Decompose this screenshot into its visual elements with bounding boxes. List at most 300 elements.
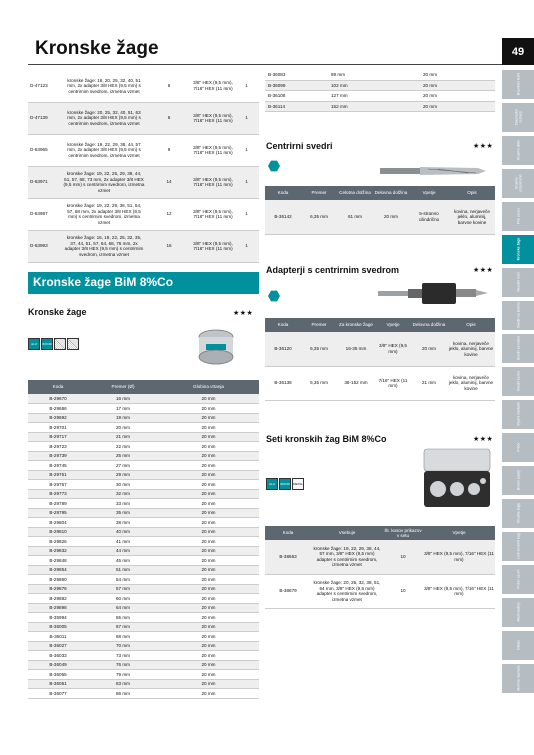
sidebar-tab[interactable]: [502, 103, 534, 132]
table-cell: B-29810: [28, 527, 88, 537]
table-row: [28, 423, 259, 433]
table-cell: B-29848: [28, 556, 88, 566]
cell-code: B-36114: [265, 101, 331, 112]
column-header: Celotna dolžina: [337, 186, 373, 200]
table-row: [28, 470, 259, 480]
table-cell: 70 mm: [88, 641, 158, 651]
table-cell: 20 mm: [158, 432, 259, 442]
no-concrete-icon: [67, 338, 79, 350]
table-cell: 21 mm: [411, 366, 447, 400]
cell-code: D-63971: [28, 166, 62, 198]
header-rule: [28, 64, 502, 65]
table-cell: 51 mm: [88, 565, 158, 575]
table-cell: 38-152 mm: [337, 366, 375, 400]
bim-rating: ★★★: [233, 310, 254, 317]
set-table-top-left: [28, 70, 259, 263]
column-header: Koda: [265, 186, 301, 200]
table-cell: 83 mm: [88, 679, 158, 689]
table-cell: 6,35 mm: [301, 366, 337, 400]
sidebar-tab-label: Akumulatorji: [515, 602, 520, 623]
table-row: [28, 565, 259, 575]
sidebar-tab-label: Diamantni rezkarji: [513, 109, 522, 126]
sidebar-tab-label: Pribor: [515, 442, 520, 453]
cell-qty: 1: [234, 166, 259, 198]
table-cell: B-36120: [265, 332, 301, 366]
sidebar-tab[interactable]: [502, 136, 534, 165]
table-row: [28, 651, 259, 661]
sidebar-tab-label: Rezalni noži: [515, 272, 520, 293]
table-row: [28, 527, 259, 537]
column-header: Premer: [301, 186, 337, 200]
table-cell: 20 mm: [88, 423, 158, 433]
table-cell: 33 mm: [88, 499, 158, 509]
table-row: [28, 518, 259, 528]
table-cell: 21 mm: [88, 432, 158, 442]
sidebar-tab-label: Brusilniki kotni: [515, 73, 520, 96]
table-cell: 20 mm: [158, 423, 259, 433]
table-cell: B-36142: [265, 200, 301, 234]
table-cell: B-29723: [28, 442, 88, 452]
cell-count: 6: [146, 70, 192, 102]
table-cell: kovina, nerjaveče jeklo, aluminij, barvne kovine: [447, 366, 495, 400]
sidebar-tab[interactable]: [502, 664, 534, 693]
bim-holesaw-table: [28, 380, 259, 699]
page-title: Kronske žage: [35, 38, 159, 59]
table-cell: kronske žage: 20, 25, 32, 38, 51, 64 mm, 3/8" HEX (9,5 mm) adapter s centrirnim svedrom, izmetna vzmet: [311, 574, 383, 608]
cell-diameter: 127 mm: [331, 91, 423, 102]
seti-rating: ★★★: [473, 436, 494, 443]
table-cell: B-29717: [28, 432, 88, 442]
sidebar-tab[interactable]: [502, 433, 534, 462]
table-cell: B-29832: [28, 546, 88, 556]
cell-qty: 1: [234, 134, 259, 166]
column-header: Premer: [301, 318, 337, 332]
column-header: Za kronske žage: [337, 318, 375, 332]
table-header-row: [265, 186, 495, 200]
table-cell: 40 mm: [88, 527, 158, 537]
table-cell: B-29804: [28, 518, 88, 528]
column-header: Koda: [265, 318, 301, 332]
table-row: [265, 540, 495, 574]
table-row: [28, 102, 259, 134]
table-cell: B-29860: [28, 575, 88, 585]
table-row: [265, 80, 495, 91]
table-cell: 20 mm: [158, 679, 259, 689]
column-header: Delovna dolžina: [411, 318, 447, 332]
table-cell: 68 mm: [88, 632, 158, 642]
category-sidebar: [502, 70, 534, 697]
sidebar-tab[interactable]: [502, 631, 534, 660]
seti-heading: Seti kronskih žag BiM 8%Co: [266, 434, 387, 444]
column-header: Opis: [449, 186, 495, 200]
table-cell: 20 mm: [158, 404, 259, 414]
table-cell: 41 mm: [88, 537, 158, 547]
table-cell: 20 mm: [158, 442, 259, 452]
table-cell: 86 mm: [88, 689, 158, 699]
table-cell: 3/8" HEX (9,5 mm): [375, 332, 411, 366]
sidebar-tab[interactable]: [502, 400, 534, 429]
table-row: [265, 91, 495, 102]
table-cell: B-29686: [28, 404, 88, 414]
table-row: [28, 198, 259, 230]
table-cell: B-36011: [28, 632, 88, 642]
table-row: [28, 594, 259, 604]
centrirni-heading: Centrirni svedri: [266, 141, 333, 151]
table-row: [28, 394, 259, 404]
table-cell: B-36027: [28, 641, 88, 651]
cell-code: D-63965: [28, 134, 62, 166]
table-row: [28, 508, 259, 518]
table-row: [28, 556, 259, 566]
cell-code: B-36099: [265, 80, 331, 91]
table-cell: 32 mm: [88, 489, 158, 499]
sidebar-tab-label: Brusni papirji: [515, 470, 520, 491]
table-cell: 73 mm: [88, 651, 158, 661]
table-row: [28, 670, 259, 680]
table-row: [28, 622, 259, 632]
sidebar-tab-label: Vbodne žage: [515, 503, 520, 524]
table-cell: 20 mm: [158, 394, 259, 404]
cell-depth: 20 mm: [423, 70, 495, 80]
cell-qty: 1: [234, 198, 259, 230]
table-cell: B-29751: [28, 470, 88, 480]
table-row: [28, 546, 259, 556]
no-stone-icon: [54, 338, 66, 350]
table-cell: B-29701: [28, 423, 88, 433]
cell-desc: kronske žage: 19, 22, 29, 38, 44, 57 mm, 2x adapter 3/8 HEX (9,5 mm) s centrirnim svedrom, izmetna vzmet: [62, 134, 146, 166]
adapter-image: [376, 278, 490, 308]
cell-desc: kronske žage: 20, 25, 32, 40, 51, 63 mm, 2x adapter 3/8 HEX (9,5 mm) s centrirnim svedrom, izmetna vzmet: [62, 102, 146, 134]
table-cell: B-29692: [28, 413, 88, 423]
hex-shank-icon: [268, 160, 280, 172]
size-table-top-right: [265, 70, 495, 112]
table-cell: 20 mm: [158, 546, 259, 556]
table-cell: 27 mm: [88, 461, 158, 471]
table-cell: 6,35 mm: [301, 332, 337, 366]
sidebar-tab[interactable]: [502, 565, 534, 594]
table-cell: 10: [383, 540, 423, 574]
table-cell: kovina, nerjaveče jeklo, aluminij, barvne kovine: [447, 332, 495, 366]
table-row: [28, 432, 259, 442]
sidebar-tab[interactable]: [502, 598, 534, 627]
table-cell: 6,35 mm: [301, 200, 337, 234]
column-header: Premer (Ø): [88, 380, 158, 394]
column-header: Opis: [447, 318, 495, 332]
centrirni-table: [265, 186, 495, 235]
material-icons-bim: [28, 338, 79, 350]
table-cell: 20 mm: [158, 660, 259, 670]
table-row: [28, 461, 259, 471]
cell-qty: 1: [234, 230, 259, 262]
sidebar-tab-label: Svedri za beton: [515, 336, 520, 361]
sidebar-tab[interactable]: [502, 367, 534, 396]
table-row: [28, 660, 259, 670]
cell-code: D-47123: [28, 70, 62, 102]
cell-desc: kronske žage: 19, 22, 25, 29, 38, 44, 51, 57, 68, 73 mm, 2x adapter 3/8 HEX (9,5 mm) s centrirnim svedrom, izmetna vzmet: [62, 166, 146, 198]
cell-depth: 20 mm: [423, 80, 495, 91]
table-cell: 25 mm: [88, 451, 158, 461]
table-cell: 20 mm: [158, 527, 259, 537]
table-cell: 54 mm: [88, 575, 158, 585]
column-header: Globina vrtanja: [158, 380, 259, 394]
table-cell: B-36055: [28, 670, 88, 680]
table-row: [28, 499, 259, 509]
sidebar-tab-label: Brusilni diski: [515, 140, 520, 161]
table-cell: B-29789: [28, 499, 88, 509]
table-cell: 20 mm: [158, 518, 259, 528]
table-row: [265, 70, 495, 80]
table-row: [28, 679, 259, 689]
sidebar-tab[interactable]: [502, 301, 534, 330]
cell-hex: 3/8" HEX (9,5 mm), 7/16" HEX (11 mm): [192, 230, 234, 262]
adapterji-rating: ★★★: [473, 267, 494, 274]
sidebar-tab[interactable]: [502, 499, 534, 528]
cell-code: D-63993: [28, 230, 62, 262]
wood-plastic-icon: WOOD: [279, 478, 291, 490]
sidebar-tab[interactable]: [502, 235, 534, 264]
table-cell: 20 mm: [158, 594, 259, 604]
sidebar-tab-label: Pribor za vrt: [515, 570, 520, 589]
material-icons-seti: [266, 478, 304, 490]
cell-diameter: 152 mm: [331, 101, 423, 112]
table-row: [28, 70, 259, 102]
table-cell: 20 mm: [158, 508, 259, 518]
table-cell: B-29876: [28, 584, 88, 594]
alu-inox-icon: ALU: [266, 478, 278, 490]
table-cell: B-29854: [28, 565, 88, 575]
table-cell: 38 mm: [88, 518, 158, 528]
table-cell: B-29739: [28, 451, 88, 461]
cell-desc: kronske žage: 16, 20, 25, 32, 40, 51 mm, 2x adapter 3/8 HEX (9,5 mm) s centrirnim svedrom, izmetna vzmet: [62, 70, 146, 102]
column-header: Koda: [265, 526, 311, 540]
adapterji-table: [265, 318, 495, 401]
sidebar-tab[interactable]: [502, 532, 534, 561]
table-cell: B-38663: [265, 540, 311, 574]
sidebar-tab-label: Vijačni nastavki: [515, 402, 520, 427]
table-cell: 67 mm: [88, 622, 158, 632]
table-cell: B-36061: [28, 679, 88, 689]
cell-count: 14: [146, 166, 192, 198]
page-number: 49: [502, 38, 534, 65]
table-row: [28, 230, 259, 262]
table-cell: 79 mm: [88, 670, 158, 680]
table-row: [28, 575, 259, 585]
cell-desc: kronske žage: 16, 19, 22, 25, 32, 35, 37, 44, 51, 57, 64, 68, 76 mm, 2x adapter 3/8 HEX (9,5 mm) s centrirnim svedrom, izmetna vzmet: [62, 230, 146, 262]
table-cell: 20 mm: [158, 489, 259, 499]
table-cell: B-29773: [28, 489, 88, 499]
table-cell: B-35994: [28, 613, 88, 623]
sidebar-tab[interactable]: [502, 70, 534, 99]
table-cell: B-29767: [28, 480, 88, 490]
alu-inox-icon: ALU: [28, 338, 40, 350]
table-cell: B-29795: [28, 508, 88, 518]
table-cell: 76 mm: [88, 660, 158, 670]
sidebar-tab[interactable]: [502, 334, 534, 363]
sidebar-tab-label: Svedri za les: [515, 371, 520, 392]
sidebar-tab-label: Listi krožnih žag: [515, 533, 520, 560]
cell-qty: 1: [234, 102, 259, 134]
table-cell: 20 mm: [158, 584, 259, 594]
sidebar-tab-label: Brusilni pripomočki: [513, 175, 522, 192]
table-cell: kronske žage: 19, 22, 29, 38, 44, 57 mm, 3/8" HEX (9,5 mm) adapter s centrirnim svedrom, izmetna vzmet: [311, 540, 383, 574]
table-cell: 16 mm: [88, 394, 158, 404]
bim-banner: Kronske žage BiM 8%Co: [28, 272, 259, 294]
table-cell: 20 mm: [158, 613, 259, 623]
column-header: Delovna dolžina: [373, 186, 409, 200]
cell-hex: 3/8" HEX (9,5 mm), 7/16" HEX (11 mm): [192, 134, 234, 166]
cell-diameter: 102 mm: [331, 80, 423, 91]
table-cell: B-29826: [28, 537, 88, 547]
steel-icon: METAL: [292, 478, 304, 490]
table-cell: 20 mm: [158, 575, 259, 585]
cell-code: D-63987: [28, 198, 62, 230]
table-cell: 20 mm: [158, 622, 259, 632]
column-header: Vpetje: [375, 318, 411, 332]
table-cell: 20 mm: [158, 641, 259, 651]
table-header-row: [28, 380, 259, 394]
sidebar-tab[interactable]: [502, 202, 534, 231]
cell-count: 16: [146, 230, 192, 262]
table-cell: 20 mm: [158, 499, 259, 509]
cell-code: B-36083: [265, 70, 331, 80]
cell-diameter: 89 mm: [331, 70, 423, 80]
table-cell: 60 mm: [88, 594, 158, 604]
table-row: [28, 134, 259, 166]
cell-depth: 20 mm: [423, 101, 495, 112]
table-row: [28, 537, 259, 547]
table-cell: 22 mm: [88, 442, 158, 452]
table-row: [28, 404, 259, 414]
table-cell: 20 mm: [158, 461, 259, 471]
table-cell: 16-35 mm: [337, 332, 375, 366]
table-row: [28, 632, 259, 642]
sidebar-tab-label: Merilne naprave: [515, 665, 520, 692]
table-cell: 20 mm: [158, 556, 259, 566]
table-cell: 17 mm: [88, 404, 158, 414]
table-row: [28, 451, 259, 461]
table-row: [28, 413, 259, 423]
cell-count: 9: [146, 134, 192, 166]
cell-depth: 20 mm: [423, 91, 495, 102]
column-header: Št. kosov prikazov v setu: [384, 527, 422, 538]
column-header: Vsebuje: [311, 526, 383, 540]
table-row: [28, 689, 259, 699]
table-cell: B-29898: [28, 603, 88, 613]
centrirni-rating: ★★★: [473, 143, 494, 150]
cell-hex: 3/8" HEX (9,5 mm), 7/16" HEX (11 mm): [192, 102, 234, 134]
sidebar-tab-label: Svedri za kovino: [515, 302, 520, 329]
table-row: [28, 166, 259, 198]
table-cell: 7/16" HEX (11 mm): [375, 366, 411, 400]
cell-count: 6: [146, 102, 192, 134]
table-cell: 20 mm: [158, 603, 259, 613]
table-cell: 45 mm: [88, 556, 158, 566]
table-cell: B-29745: [28, 461, 88, 471]
table-row: [265, 332, 495, 366]
table-header-row: [265, 526, 495, 540]
table-cell: 20 mm: [373, 200, 409, 234]
column-header: Koda: [28, 380, 88, 394]
cell-hex: 3/8" HEX (9,5 mm), 7/16" HEX (11 mm): [192, 166, 234, 198]
column-header: Vpetje: [423, 526, 495, 540]
table-cell: 35 mm: [88, 508, 158, 518]
table-row: [28, 613, 259, 623]
table-cell: 65 mm: [88, 613, 158, 623]
table-cell: B-38679: [265, 574, 311, 608]
table-cell: B-36005: [28, 622, 88, 632]
cell-qty: 1: [234, 70, 259, 102]
table-cell: 44 mm: [88, 546, 158, 556]
sidebar-tab-label: Pila za les: [515, 208, 520, 225]
centering-drill-image: [378, 160, 488, 182]
table-cell: 10: [383, 574, 423, 608]
table-cell: 20 mm: [158, 451, 259, 461]
sidebar-tab-label: Kronske žage: [515, 238, 520, 261]
table-cell: B-36049: [28, 660, 88, 670]
table-cell: 57 mm: [88, 584, 158, 594]
table-cell: 29 mm: [88, 470, 158, 480]
table-row: [28, 641, 259, 651]
cell-code: D-47139: [28, 102, 62, 134]
table-cell: 3/8" HEX (9,5 mm), 7/16" HEX (11 mm): [423, 540, 495, 574]
table-cell: B-29882: [28, 594, 88, 604]
table-row: [28, 603, 259, 613]
holesaw-product-image: [193, 322, 239, 368]
table-cell: kovina, nerjaveče jeklo, aluminij, barvne kovine: [449, 200, 495, 234]
table-cell: 20 mm: [158, 651, 259, 661]
wood-plastic-icon: WOOD: [41, 338, 53, 350]
table-cell: 64 mm: [88, 603, 158, 613]
cell-hex: 3/8" HEX (9,5 mm), 7/16" HEX (11 mm): [192, 70, 234, 102]
table-cell: 61 mm: [337, 200, 373, 234]
table-row: [265, 200, 495, 234]
table-row: [28, 442, 259, 452]
table-row: [265, 574, 495, 608]
table-cell: B-36033: [28, 651, 88, 661]
cell-hex: 3/8" HEX (9,5 mm), 7/16" HEX (11 mm): [192, 198, 234, 230]
table-cell: 19 mm: [88, 413, 158, 423]
table-cell: 30 mm: [88, 480, 158, 490]
table-cell: 20 mm: [158, 413, 259, 423]
seti-table: [265, 526, 495, 609]
sidebar-tab[interactable]: [502, 466, 534, 495]
table-cell: 20 mm: [158, 689, 259, 699]
hex-shank-icon: [268, 290, 280, 302]
table-header-row: [265, 318, 495, 332]
table-row: [265, 366, 495, 400]
adapterji-heading: Adapterji s centrirnim svedrom: [266, 265, 400, 275]
table-cell: 20 mm: [158, 632, 259, 642]
table-cell: B-36136: [265, 366, 301, 400]
sidebar-tab[interactable]: [502, 169, 534, 198]
table-cell: 20 mm: [158, 480, 259, 490]
table-cell: B-36077: [28, 689, 88, 699]
table-cell: 20 mm: [158, 470, 259, 480]
table-cell: 20 mm: [411, 332, 447, 366]
holesaw-set-case-image: [420, 445, 496, 511]
table-row: [28, 480, 259, 490]
column-header: Vpetje: [409, 186, 449, 200]
cell-desc: kronske žage: 19, 22, 29, 38, 51, 54, 57, 68 mm, 2x adapter 3/8 HEX (9,5 mm) s centrirnim svedrom, izmetna vzmet: [62, 198, 146, 230]
sidebar-tab[interactable]: [502, 268, 534, 297]
table-row: [265, 101, 495, 112]
table-cell: 3/8" HEX (9,5 mm), 7/16" HEX (11 mm): [423, 574, 495, 608]
table-row: [28, 584, 259, 594]
cell-count: 12: [146, 198, 192, 230]
table-cell: 20 mm: [158, 537, 259, 547]
table-row: [28, 489, 259, 499]
bim-subheading: Kronske žage: [28, 307, 87, 317]
